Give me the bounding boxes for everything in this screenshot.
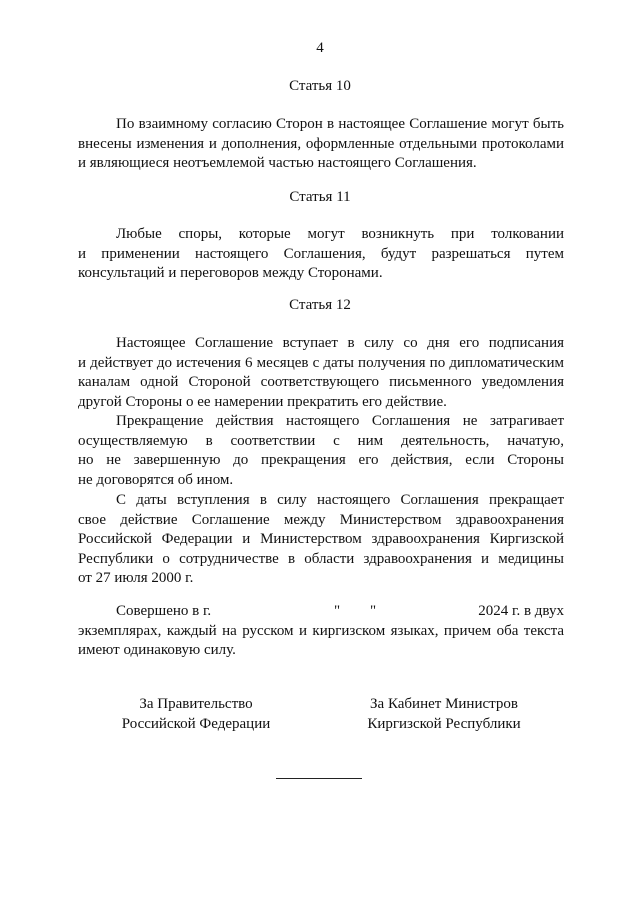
- bottom-divider: [276, 778, 362, 779]
- quote-open: ": [334, 603, 341, 619]
- text-line: Российской Федерации и Министерством здравоохранения Киргизской: [78, 531, 564, 548]
- text-line: экземплярах, каждый на русском и киргизском языках, причем оба текста: [78, 622, 564, 639]
- text-line: Любые споры, которые могут возникнуть при толковании: [116, 226, 564, 242]
- text-line: и применении настоящего Соглашения, будут разрешаться путем: [78, 245, 564, 262]
- done-at-prefix: Совершено в г.: [116, 603, 212, 619]
- article-12-paragraph-1: [78, 334, 564, 412]
- signatory-line: Киргизской Республики: [367, 716, 521, 732]
- text-line: внесены изменения и дополнения, оформленные отдельными протоколами: [78, 135, 564, 152]
- text-line: По взаимному согласию Сторон в настоящее Соглашение могут быть: [116, 116, 564, 132]
- text-line: Настоящее Соглашение вступает в силу со дня его подписания: [116, 335, 564, 351]
- article-12-heading: Статья 12: [289, 297, 351, 313]
- text-line: другой Стороны о ее намерении прекратить его действие.: [78, 393, 447, 410]
- text-line: от 27 июля 2000 г.: [78, 570, 194, 587]
- text-line: Прекращение действия настоящего Соглашения не затрагивает: [116, 413, 564, 429]
- signatory-russia: [96, 694, 296, 734]
- done-at-first-line: [78, 602, 564, 622]
- article-11-paragraph: [78, 225, 564, 284]
- text-line: и являющиеся неотъемлемой частью настоящего Соглашения.: [78, 155, 477, 172]
- text-line: имеют одинаковую силу.: [78, 642, 236, 659]
- article-10-paragraph: [78, 115, 564, 174]
- text-line: консультаций и переговоров между Сторонами.: [78, 265, 383, 282]
- text-line: и действует до истечения 6 месяцев с даты получения по дипломатическим: [78, 354, 564, 371]
- signatory-line: Российской Федерации: [121, 716, 271, 732]
- text-line: С даты вступления в силу настоящего Соглашения прекращает: [116, 492, 564, 508]
- article-12-paragraph-2: [78, 412, 564, 490]
- quote-close: ": [370, 603, 377, 619]
- text-line: каналам одной Стороной соответствующего письменного уведомления: [78, 374, 564, 391]
- article-11-heading: Статья 11: [289, 189, 351, 205]
- text-line: Республики о сотрудничестве в области здравоохранения и медицины: [78, 550, 564, 567]
- text-line: не договорятся об ином.: [78, 471, 234, 488]
- page-number: 4: [316, 40, 324, 56]
- done-at-paragraph: [78, 602, 564, 661]
- text-line: но не завершенную до прекращения его действия, если Стороны: [78, 452, 564, 469]
- article-10-heading: Статья 10: [289, 78, 351, 94]
- year-text: 2024 г. в двух: [478, 603, 564, 619]
- article-12-paragraph-3: [78, 491, 564, 589]
- text-line: свое действие Соглашение между Министерством здравоохранения: [78, 511, 564, 528]
- signatory-line: За Кабинет Министров: [370, 696, 518, 712]
- signatory-kyrgyzstan: [344, 694, 544, 734]
- text-line: осуществляемую в соответствии с ним деятельность, начатую,: [78, 432, 564, 449]
- signatory-line: За Правительство: [139, 696, 253, 712]
